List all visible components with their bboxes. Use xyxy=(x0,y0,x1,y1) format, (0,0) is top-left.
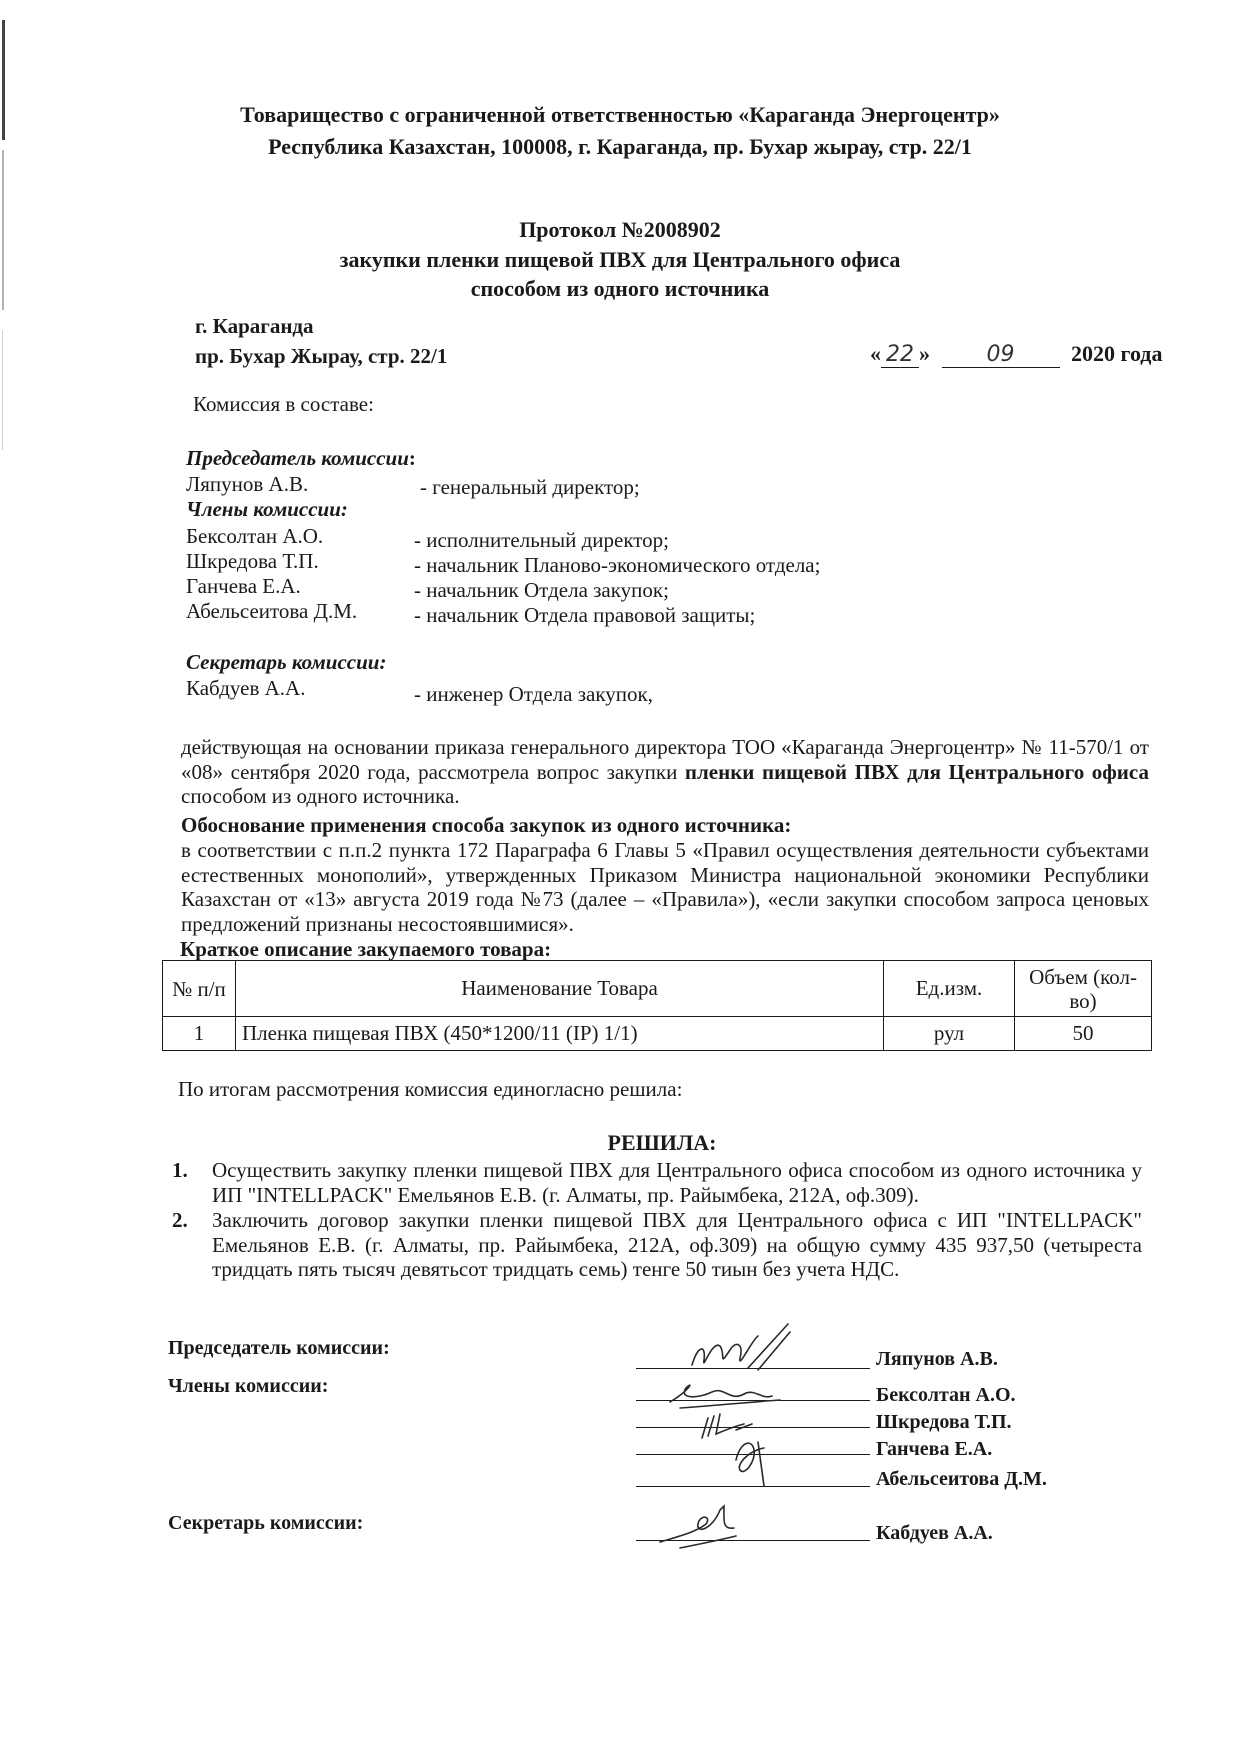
member-name: Абельсеитова Д.М. xyxy=(186,599,358,623)
decision-item-text: Осуществить закупку пленки пищевой ПВХ для Центрального офиса способом из одного источника у ИП "INTELLPACK" Емельянов Е.В. (г. Алматы, пр. Райымбека, 212А, оф.309). xyxy=(212,1158,1142,1207)
handwritten-signatures xyxy=(640,1310,880,1560)
signature-member-2 xyxy=(702,1414,752,1438)
body-paragraph: действующая на основании приказа генерального директора ТОО «Караганда Энергоцентр» № 11-570/1 от «08» сентября 2020 года, рассмотрела вопрос закупки пленки пищевой ПВХ для Центрального офиса способом из одного источника. xyxy=(181,735,1149,808)
chairman-name: Ляпунов А.В. xyxy=(186,472,309,496)
scan-edge-mark xyxy=(2,330,3,450)
signature-member-3 xyxy=(736,1442,764,1486)
secretary-heading: Секретарь комиссии: xyxy=(186,650,387,674)
col-header-num: № п/п xyxy=(163,961,236,1017)
chairman-heading: Председатель комиссии: xyxy=(186,446,416,470)
protocol-subject: закупки пленки пищевой ПВХ для Центрального офиса xyxy=(339,247,901,272)
goods-table xyxy=(162,960,1152,1051)
row-num: 1 xyxy=(163,1017,236,1051)
row-qty: 50 xyxy=(1015,1017,1152,1051)
date-close-quote: » xyxy=(919,341,930,366)
signature-member-1 xyxy=(670,1385,780,1408)
decision-item-number: 1. xyxy=(172,1158,188,1182)
place-street: пр. Бухар Жырау, стр. 22/1 xyxy=(195,344,448,368)
date-month: 09 xyxy=(942,342,1060,368)
sig-name: Ганчева Е.А. xyxy=(876,1438,993,1460)
basis-text: в соответствии с п.п.2 пункта 172 Параграфа 6 Главы 5 «Правил осуществления деятельности субъектами естественных монополий», утвержденных Приказом Министра национальной экономики Республики Казахстан от «13» августа 2019 года №73 (далее – «Правила»), «если закупки способом запроса ценовых предложений признаны несостоявшимися». xyxy=(181,838,1149,936)
table-row xyxy=(163,1017,1152,1051)
member-name: Бексолтан А.О. xyxy=(186,524,324,548)
protocol-title: Протокол №2008902 xyxy=(519,217,721,242)
date-year: 2020 года xyxy=(1071,341,1163,366)
basis-heading: Обоснование применения способа закупок из одного источника: xyxy=(181,813,792,837)
decision-item-text: Заключить договор закупки пленки пищевой ПВХ для Центрального офиса с ИП "INTELLPACK" Емельянов Е.В. (г. Алматы, пр. Райымбека, 212А, оф.309) на общую сумму 435 937,50 (четыреста тридцать пять тысяч девятьсот тридцать семь) тенге 50 тиын без учета НДС. xyxy=(212,1208,1142,1281)
sig-name: Бексолтан А.О. xyxy=(876,1384,1016,1406)
sig-name: Кабдуев А.А. xyxy=(876,1522,993,1544)
col-header-name: Наименование Товара xyxy=(236,961,884,1017)
row-item-name: Пленка пищевая ПВХ (450*1200/11 (IP) 1/1) xyxy=(236,1017,884,1051)
decision-heading: РЕШИЛА: xyxy=(607,1130,717,1155)
member-role: - начальник Отдела закупок; xyxy=(414,578,669,602)
sig-name: Ляпунов А.В. xyxy=(876,1348,998,1370)
org-address: Республика Казахстан, 100008, г. Караганда, пр. Бухар жырау, стр. 22/1 xyxy=(268,134,972,159)
signature-chairman xyxy=(692,1324,790,1370)
member-role: - начальник Планово-экономического отдела; xyxy=(414,553,821,577)
sig-members-label: Члены комиссии: xyxy=(168,1375,329,1397)
secretary-name: Кабдуев А.А. xyxy=(186,676,306,700)
decision-item-number: 2. xyxy=(172,1208,188,1232)
sig-name: Шкредова Т.П. xyxy=(876,1411,1012,1433)
sig-chairman-label: Председатель комиссии: xyxy=(168,1337,390,1359)
protocol-method: способом из одного источника xyxy=(470,276,770,301)
members-heading: Члены комиссии: xyxy=(186,497,348,521)
member-name: Шкредова Т.П. xyxy=(186,549,319,573)
signature-secretary xyxy=(660,1506,736,1548)
decision-intro: По итогам рассмотрения комиссия единогласно решила: xyxy=(178,1077,683,1101)
protocol-date xyxy=(870,341,1162,368)
commission-intro: Комиссия в составе: xyxy=(193,392,374,416)
member-role: - исполнительный директор; xyxy=(414,528,670,552)
goods-heading: Краткое описание закупаемого товара: xyxy=(180,937,552,961)
chairman-role: - генеральный директор; xyxy=(420,475,640,499)
sig-secretary-label: Секретарь комиссии: xyxy=(168,1512,364,1534)
table-header-row xyxy=(163,961,1152,1017)
date-open-quote: « xyxy=(870,341,881,366)
secretary-role: - инженер Отдела закупок, xyxy=(414,682,653,706)
body-subject-bold: пленки пищевой ПВХ для Центрального офиса xyxy=(684,759,1149,784)
col-header-unit: Ед.изм. xyxy=(884,961,1015,1017)
date-day: 22 xyxy=(881,342,919,368)
row-unit: рул xyxy=(884,1017,1015,1051)
col-header-qty: Объем (кол-во) xyxy=(1015,961,1152,1017)
member-role: - начальник Отдела правовой защиты; xyxy=(414,603,756,627)
place-city: г. Караганда xyxy=(195,314,314,338)
sig-name: Абельсеитова Д.М. xyxy=(876,1468,1047,1490)
org-name: Товарищество с ограниченной ответственностью «Караганда Энергоцентр» xyxy=(240,102,1000,127)
member-name: Ганчева Е.А. xyxy=(186,574,301,598)
